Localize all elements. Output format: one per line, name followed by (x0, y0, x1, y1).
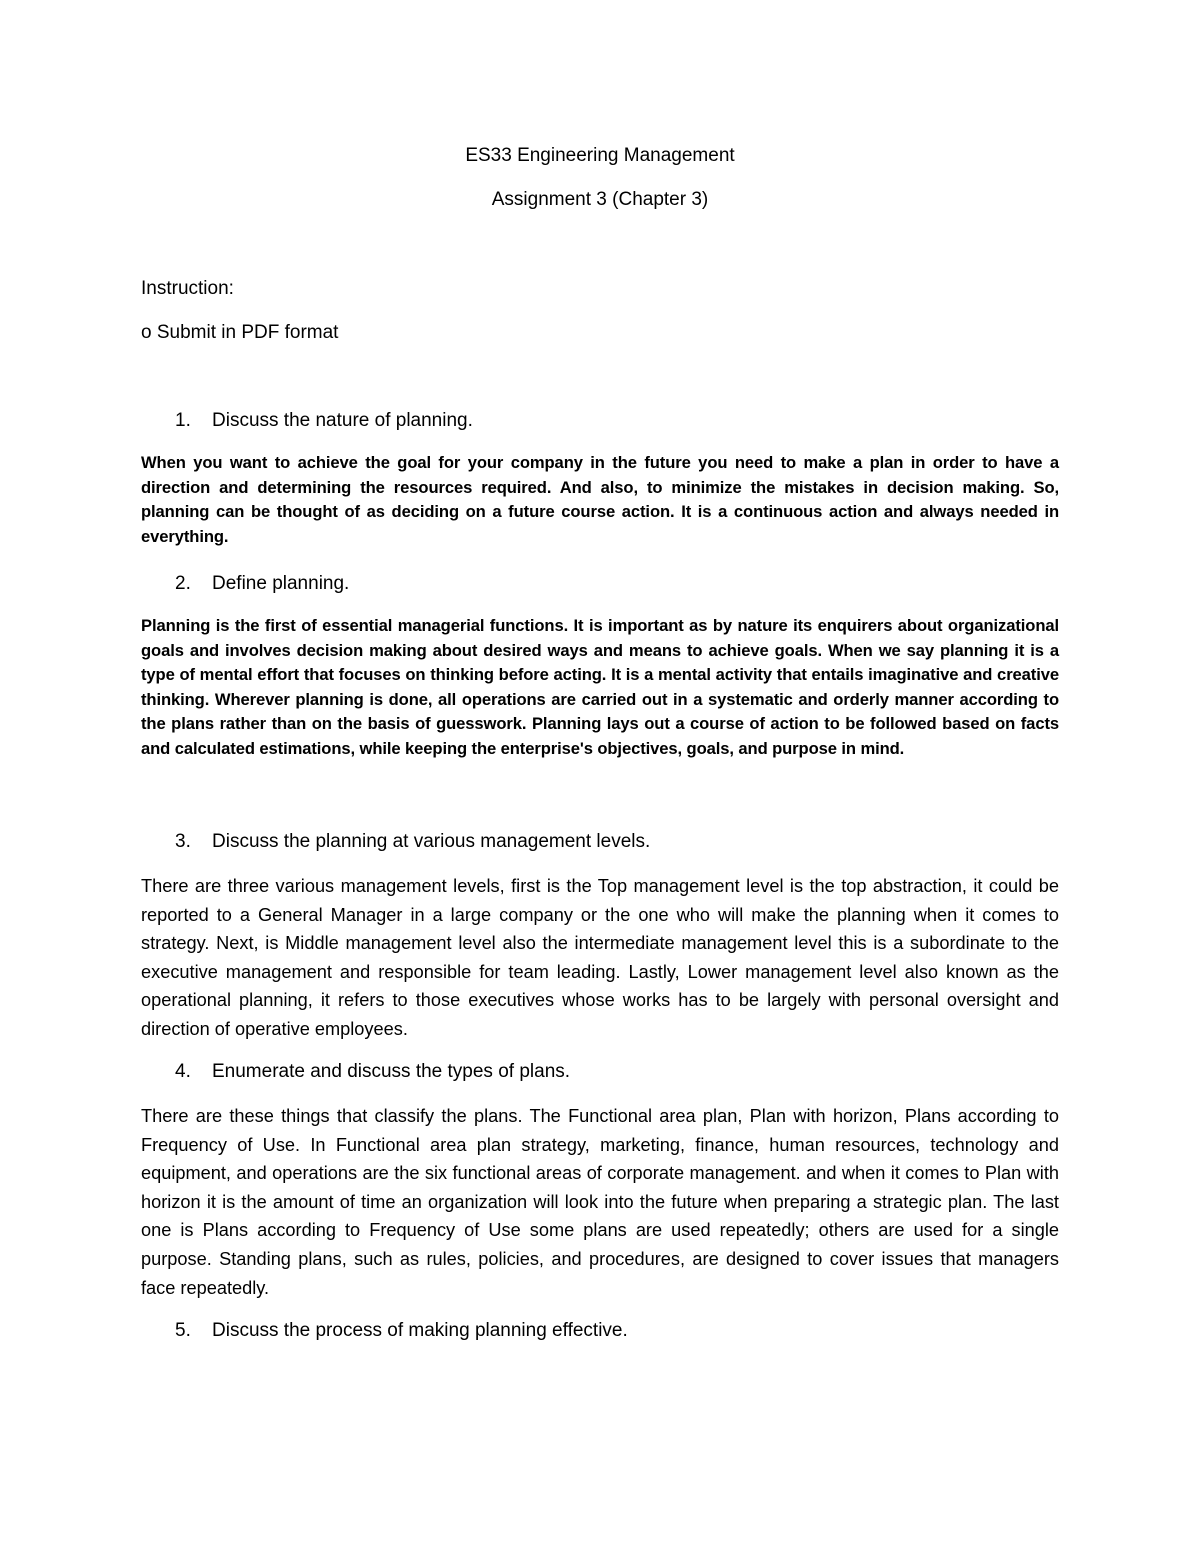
assignment-title: Assignment 3 (Chapter 3) (491, 189, 709, 210)
answer-2: Planning is the first of essential managerial functions. It is important as by nature its enquirers about organizational goals and involves decision making about desired ways and means to achieve goals. When we say planning it is a type of mental effort that focuses on thinking before acting. It is a mental activity that entails imaginative and creative thinking. Wherever planning is done, all operations are carried out in a systematic and orderly manner according to the plans rather than on the basis of guesswork. Planning lays out a course of action to be followed based on facts and calculated estimations, while keeping the enterprise's objectives, goals, and purpose in mind. (141, 616, 1059, 758)
course-title: ES33 Engineering Management (465, 145, 735, 166)
question-number: 1. (175, 410, 191, 431)
answer-4: There are these things that classify the plans. The Functional area plan, Plan with horizon, Plans according to Frequency of Use. In Functional area plan strategy, marketing, finance, human resources, technology and equipment, and operations are the six functional areas of corporate management. and when it comes to Plan with horizon it is the amount of time an organization will look into the future when preparing a strategic plan. The last one is Plans according to Frequency of Use some plans are used repeatedly; others are used for a single purpose. Standing plans, such as rules, policies, and procedures, are designed to cover issues that managers face repeatedly. (141, 1106, 1059, 1298)
question-text: Discuss the planning at various management levels. (212, 831, 651, 852)
question-number: 4. (175, 1061, 191, 1082)
question-text: Discuss the nature of planning. (212, 410, 473, 431)
answer-1: When you want to achieve the goal for your company in the future you need to make a plan in order to have a direction and determining the resources required. And also, to minimize the mistakes in decision making. So, planning can be thought of as deciding on a future course action. It is a continuous action and always needed in everything. (141, 453, 1059, 546)
question-text: Discuss the process of making planning effective. (212, 1320, 628, 1341)
question-number: 3. (175, 831, 191, 852)
question-text: Enumerate and discuss the types of plans. (212, 1061, 571, 1082)
instruction-item: o Submit in PDF format (141, 322, 339, 343)
question-number: 2. (175, 573, 191, 594)
question-number: 5. (175, 1320, 191, 1341)
instruction-label: Instruction: (141, 278, 234, 299)
answer-3: There are three various management levels, first is the Top management level is the top abstraction, it could be reported to a General Manager in a large company or the one who will make the planning when it comes to strategy. Next, is Middle management level also the intermediate management level this is a subordinate to the executive management and responsible for team leading. Lastly, Lower management level also known as the operational planning, it refers to those executives whose works has to be largely with personal oversight and direction of operative employees. (141, 876, 1059, 1039)
question-text: Define planning. (212, 573, 350, 594)
